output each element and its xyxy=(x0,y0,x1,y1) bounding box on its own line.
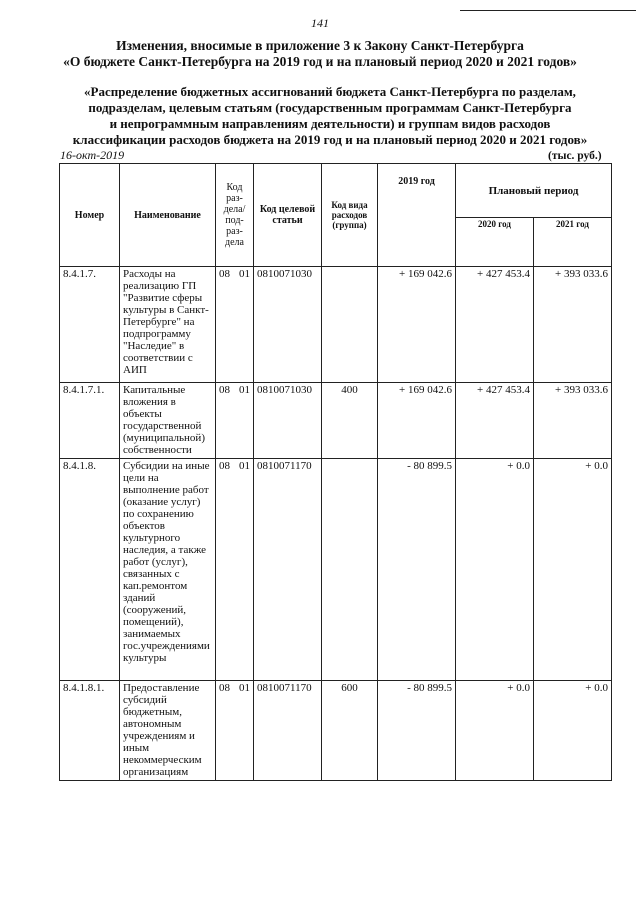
row-2021: + 0.0 xyxy=(534,681,612,781)
row-2020: + 427 453.4 xyxy=(456,383,534,459)
row-name: Расходы на реализацию ГП "Развитие сферы культуры в Санкт-Петербурге" на подпрограмму "Наследие" в соответствии с АИП xyxy=(120,267,216,383)
units-label: (тыс. руб.) xyxy=(548,150,602,162)
row-section: 08 01 xyxy=(216,459,254,681)
row-kind: 400 xyxy=(322,383,378,459)
subtitle-line-3: и непрограммным направлениям деятельности) и группам видов расходов xyxy=(109,116,551,131)
document-date: 16-окт-2019 xyxy=(60,148,125,162)
row-name: Субсидии на иные цели на выполнение работ (оказание услуг) по сохранению объектов культурного наследия, а также работ (услуг), связанных с кап.ремонтом зданий (сооружений, помещений), занимаемых гос.учреждениями культуры xyxy=(120,459,216,681)
table-row xyxy=(60,681,612,781)
col-target: Код целевой статьи xyxy=(254,164,322,267)
table-row xyxy=(60,383,612,459)
subtitle-line-4: классификации расходов бюджета на 2019 год и на плановый период 2020 и 2021 годов» xyxy=(72,132,588,147)
row-kind: 600 xyxy=(322,681,378,781)
row-kind xyxy=(322,267,378,383)
row-2019: - 80 899.5 xyxy=(378,681,456,781)
col-name: Наименование xyxy=(120,164,216,267)
document-subtitle xyxy=(40,84,620,148)
subtitle-line-2: подразделам, целевым статьям (государственным программам Санкт-Петербурга xyxy=(88,100,572,115)
row-2020: + 0.0 xyxy=(456,681,534,781)
row-2021: + 393 033.6 xyxy=(534,267,612,383)
row-section: 08 01 xyxy=(216,383,254,459)
row-number: 8.4.1.8. xyxy=(60,459,120,681)
subtitle-line-1: «Распределение бюджетных ассигнований бюджета Санкт-Петербурга по разделам, xyxy=(84,84,576,99)
row-name: Предоставление субсидий бюджетным, автономным учреждениям и иным некоммерческим организациям xyxy=(120,681,216,781)
table-row xyxy=(60,267,612,383)
col-kind: Код вида расходов (группа) xyxy=(322,164,378,267)
row-2019: + 169 042.6 xyxy=(378,267,456,383)
row-2019: - 80 899.5 xyxy=(378,459,456,681)
document-title xyxy=(20,38,620,70)
row-number: 8.4.1.8.1. xyxy=(60,681,120,781)
row-target: 0810071170 xyxy=(254,681,322,781)
row-target: 0810071030 xyxy=(254,267,322,383)
row-target: 0810071030 xyxy=(254,383,322,459)
row-2021: + 0.0 xyxy=(534,459,612,681)
col-number: Номер xyxy=(60,164,120,267)
col-2021: 2021 год xyxy=(534,218,612,267)
table-row xyxy=(60,459,612,681)
row-kind xyxy=(322,459,378,681)
col-2020: 2020 год xyxy=(456,218,534,267)
row-number: 8.4.1.7. xyxy=(60,267,120,383)
col-2019: 2019 год xyxy=(378,164,456,267)
budget-table xyxy=(59,163,612,781)
top-rule xyxy=(460,10,636,11)
page-number: 141 xyxy=(311,16,329,30)
title-line-2: «О бюджете Санкт-Петербурга на 2019 год и на плановый период 2020 и 2021 годов» xyxy=(63,54,577,69)
row-2021: + 393 033.6 xyxy=(534,383,612,459)
title-line-1: Изменения, вносимые в приложение 3 к Закону Санкт-Петербурга xyxy=(116,38,524,53)
row-section: 08 01 xyxy=(216,267,254,383)
row-2020: + 427 453.4 xyxy=(456,267,534,383)
row-target: 0810071170 xyxy=(254,459,322,681)
col-plan: Плановый период xyxy=(456,164,612,218)
row-section: 08 01 xyxy=(216,681,254,781)
row-number: 8.4.1.7.1. xyxy=(60,383,120,459)
row-2020: + 0.0 xyxy=(456,459,534,681)
row-2019: + 169 042.6 xyxy=(378,383,456,459)
row-name: Капитальные вложения в объекты государственной (муниципальной) собственности xyxy=(120,383,216,459)
col-section: Код раз- дела/ под- раз- дела xyxy=(216,164,254,267)
